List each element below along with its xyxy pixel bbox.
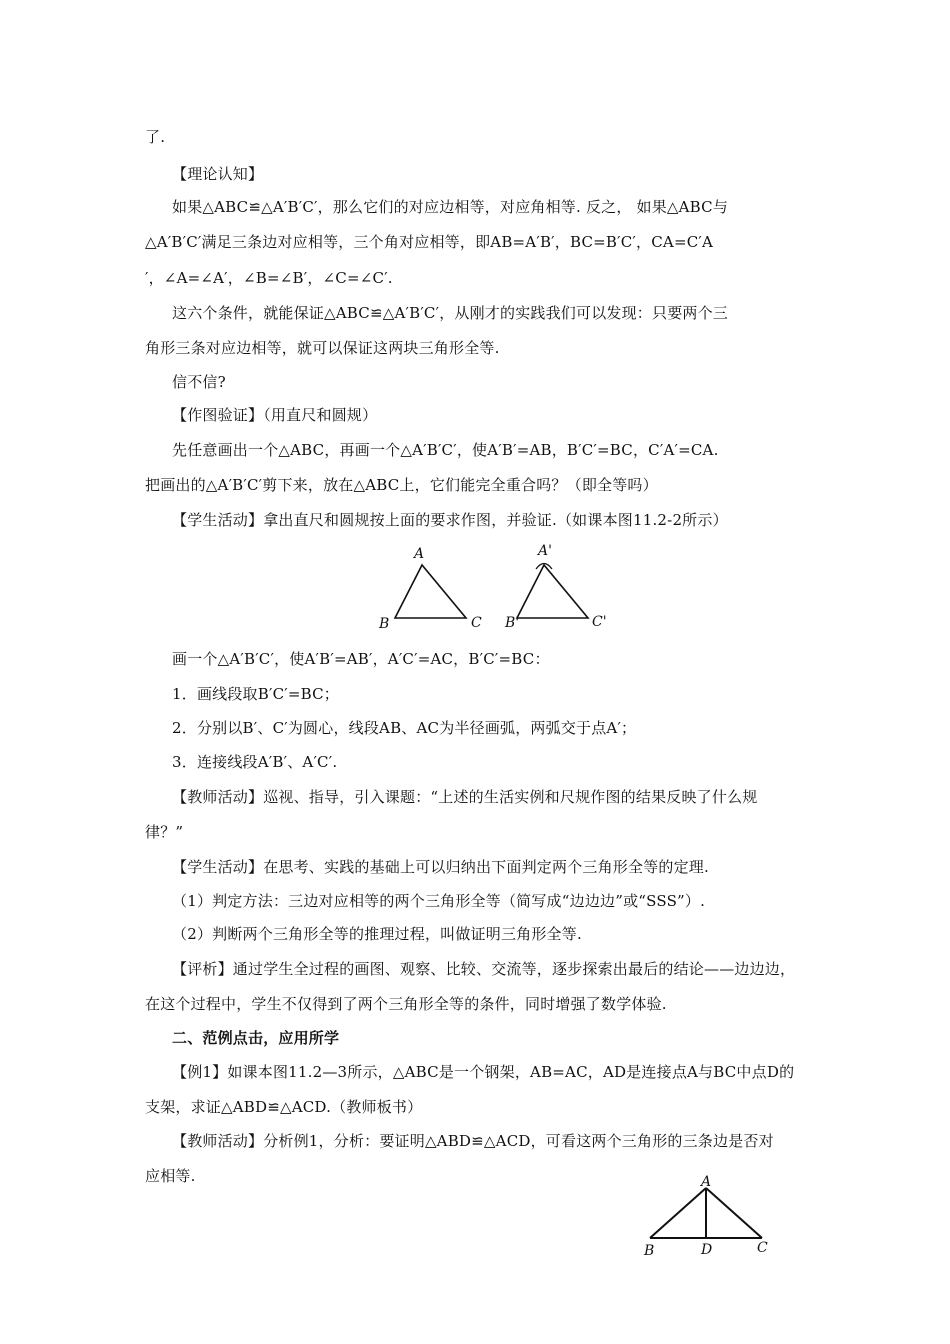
- text-line: 律？”: [145, 823, 184, 841]
- step-item: 2．分别以B′、C′为圆心，线段AB、AC为半径画弧，两弧交于点A′；: [172, 719, 637, 737]
- label-a-prime: A': [538, 543, 552, 559]
- label-b-prime: B': [505, 615, 520, 631]
- text-line: 先任意画出一个△ABC，再画一个△A′B′C′，使A′B′=AB，B′C′=BC，C′A′=CA.: [172, 441, 719, 459]
- text-line: 信不信?: [172, 373, 226, 391]
- step-item: 1．画线段取B′C′=BC；: [172, 685, 340, 703]
- label-d: D: [701, 1242, 713, 1258]
- label-c: C: [757, 1240, 768, 1256]
- text-line: △A′B′C′满足三条边对应相等，三个角对应相等，即AB=A′B′，BC=B′C′，CA=C′A: [145, 233, 714, 251]
- section-heading: 【理论认知】: [172, 165, 264, 183]
- label-b: B: [379, 616, 390, 632]
- section-heading: 二、范例点击，应用所学: [172, 1029, 340, 1047]
- text-line: 这六个条件，就能保证△ABC≌△A′B′C′，从刚才的实践我们可以发现：只要两个三: [172, 304, 729, 322]
- step-item: 3．连接线段A′B′、A′C′.: [172, 753, 338, 771]
- label-c: C: [471, 615, 482, 631]
- text-line: 【学生活动】在思考、实践的基础上可以归纳出下面判定两个三角形全等的定理.: [172, 858, 709, 876]
- text-line: 支架，求证△ABD≌△ACD.（教师板书）: [145, 1098, 423, 1116]
- text-line: 在这个过程中，学生不仅得到了两个三角形全等的条件，同时增强了数学体验.: [145, 995, 667, 1013]
- text-line: 画一个△A′B′C′，使A′B′=AB′，A′C′=AC，B′C′=BC：: [172, 650, 550, 668]
- text-line: 【教师活动】巡视、指导，引入课题：“上述的生活实例和尺规作图的结果反映了什么规: [172, 788, 758, 806]
- text-line: ′，∠A=∠A′，∠B=∠B′，∠C=∠C′.: [145, 269, 393, 287]
- text-line: 【例1】如课本图11.2—3所示，△ABC是一个钢架，AB=AC，AD是连接点A与BC中点D的: [172, 1063, 795, 1081]
- label-a: A: [414, 546, 425, 562]
- text-line: 了.: [145, 128, 166, 146]
- section-heading: 【作图验证】（用直尺和圆规）: [172, 406, 378, 424]
- steel-frame-figure: [636, 1174, 776, 1260]
- text-line: （2）判断两个三角形全等的推理过程，叫做证明三角形全等.: [172, 925, 582, 943]
- triangle-construction-figure: [370, 538, 650, 638]
- label-a: A: [701, 1174, 712, 1190]
- text-line: 角形三条对应边相等，就可以保证这两块三角形全等.: [145, 339, 500, 357]
- text-line: 【评析】通过学生全过程的画图、观察、比较、交流等，逐步探索出最后的结论——边边边，: [172, 960, 796, 978]
- text-line: （1）判定方法：三边对应相等的两个三角形全等（简写成“边边边”或“SSS”）.: [172, 892, 706, 910]
- text-line: 把画出的△A′B′C′剪下来，放在△ABC上，它们能完全重合吗？（即全等吗）: [145, 476, 658, 494]
- label-b: B: [644, 1243, 655, 1259]
- text-line: 如果△ABC≌△A′B′C′，那么它们的对应边相等，对应角相等. 反之， 如果△ABC与: [172, 198, 729, 216]
- text-line: 【教师活动】分析例1，分析：要证明△ABD≌△ACD，可看这两个三角形的三条边是否对: [172, 1132, 774, 1150]
- text-line: 应相等.: [145, 1167, 196, 1185]
- text-line: 【学生活动】拿出直尺和圆规按上面的要求作图，并验证.（如课本图11.2-2所示）: [172, 511, 728, 529]
- label-c-prime: C': [592, 614, 607, 630]
